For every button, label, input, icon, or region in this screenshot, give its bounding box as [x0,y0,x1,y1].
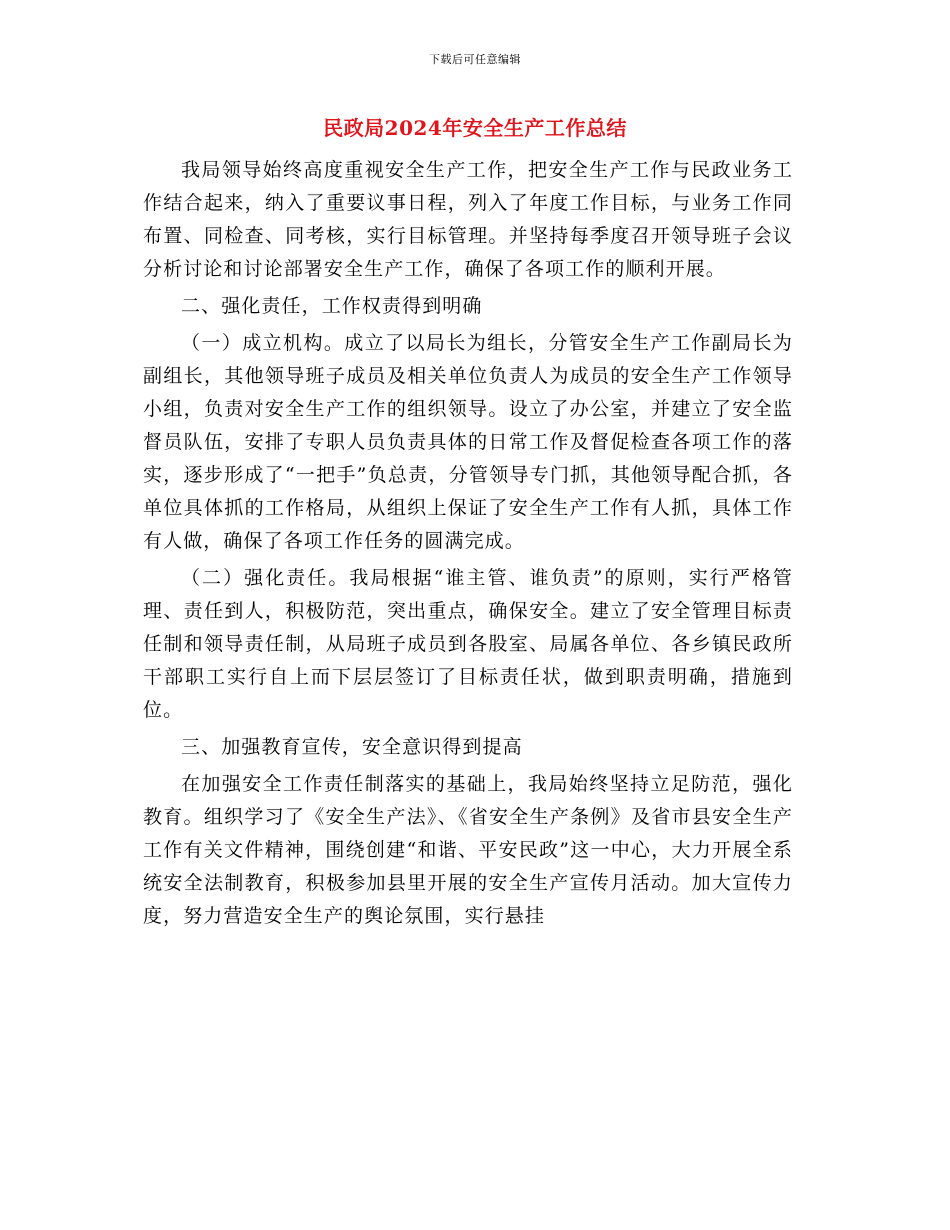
paragraph-education-publicity: 在加强安全工作责任制落实的基础上，我局始终坚持立足防范，强化教育。组织学习了《安全生产法》、《省安全生产条例》及省市县安全生产工作有关文件精神，围绕创建“和谐、平安民政”这一中心，大力开展全系统安全法制教育，积极参加县里开展的安全生产宣传月活动。加大宣传力度，努力营造安全生产的舆论氛围，实行悬挂 [143,773,793,927]
document-body [143,154,793,937]
paragraph-strengthen-responsibility: （二）强化责任。我局根据“谁主管、谁负责”的原则，实行严格管理、责任到人，积极防范，突出重点，确保安全。建立了安全管理目标责任制和领导责任制，从局班子成员到各股室、局属各单位、各乡镇民政所干部职工实行自上而下层层签订了目标责任状，做到职责明确，措施到位。 [143,567,793,721]
intro-paragraph: 我局领导始终高度重视安全生产工作，把安全生产工作与民政业务工作结合起来，纳入了重要议事日程，列入了年度工作目标，与业务工作同布置、同检查、同考核，实行目标管理。并坚持每季度召开领导班子会议分析讨论和讨论部署安全生产工作，确保了各项工作的顺利开展。 [143,159,793,280]
paragraph-establish-organization: （一）成立机构。成立了以局长为组长，分管安全生产工作副局长为副组长，其他领导班子成员及相关单位负责人为成员的安全生产工作领导小组，负责对安全生产工作的组织领导。设立了办公室，并建立了安全监督员队伍，安排了专职人员负责具体的日常工作及督促检查各项工作的落实，逐步形成了“一把手”负总责，分管领导专门抓，其他领导配合抓，各单位具体抓的工作格局，从组织上保证了安全生产工作有人抓，具体工作有人做，确保了各项工作任务的圆满完成。 [143,332,793,552]
document-title: 民政局2024年安全生产工作总结 [323,116,627,140]
section-heading-3: 三、加强教育宣传，安全意识得到提高 [181,736,523,758]
page-header-note: 下载后可任意编辑 [429,53,521,66]
section-heading-2: 二、强化责任，工作权责得到明确 [181,295,483,317]
